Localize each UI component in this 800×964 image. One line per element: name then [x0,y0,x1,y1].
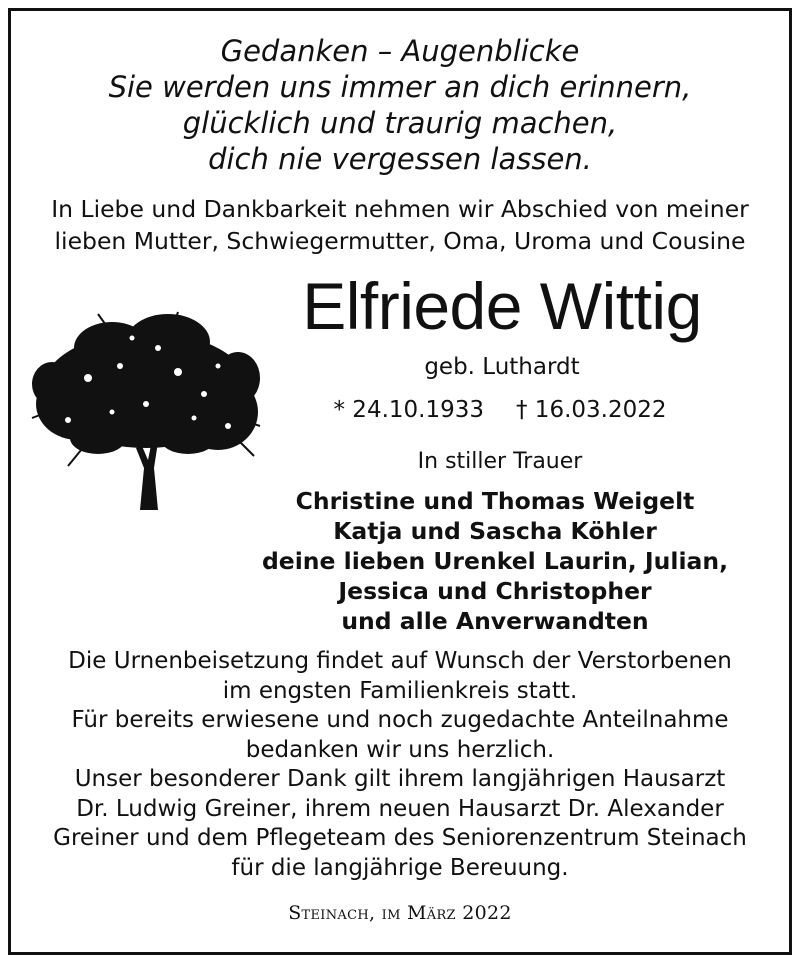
tree-icon [28,308,264,510]
life-dates [300,393,700,427]
intro-text [0,193,800,257]
closing-line: Greiner und dem Pflegeteam des Seniorenzentrum Steinach [53,825,747,851]
place-date-signature: Steinach, im März 2022 [288,902,512,924]
closing-text [0,647,800,883]
death-date: † 16.03.2022 [516,397,667,423]
mourner-line: Christine und Thomas Weigelt [295,487,695,515]
poem-line: dich nie vergessen lassen. [208,142,592,176]
intro-line: lieben Mutter, Schwiegermutter, Oma, Uroma und Cousine [54,227,746,255]
closing-line: Die Urnenbeisetzung findet auf Wunsch der Verstorbenen [68,648,732,674]
birth-date: * 24.10.1933 [333,397,484,423]
maiden-name: geb. Luthardt [424,354,580,380]
poem-line: Gedanken – Augenblicke [220,34,580,68]
poem-line: Sie werden uns immer an dich erinnern, [108,70,692,104]
mourner-line: und alle Anverwandten [341,607,649,635]
mourner-line: Katja und Sascha Köhler [333,517,657,545]
closing-line: bedanken wir uns herzlich. [245,736,555,763]
closing-line: im engsten Familienkreis statt. [222,677,578,704]
mourner-line: deine lieben Urenkel Laurin, Julian, [261,547,729,575]
mourners-list [240,486,750,636]
deceased-name: Elfriede Wittig [302,269,702,343]
closing-line: Für bereits erwiesene und noch zugedachte Anteilnahme [71,707,729,733]
closing-line: Unser besonderer Dank gilt ihrem langjährigen Hausarzt [74,766,726,792]
mourning-heading: In stiller Trauer [417,449,583,474]
poem [0,33,800,177]
poem-line: glücklich und traurig machen, [182,106,618,140]
intro-line: In Liebe und Dankbarkeit nehmen wir Abschied von meiner [51,195,749,223]
closing-line: für die langjährige Bereuung. [231,854,569,881]
closing-line: Dr. Ludwig Greiner, ihrem neuen Hausarzt Dr. Alexander [76,795,724,822]
mourner-line: Jessica und Christopher [338,577,652,605]
